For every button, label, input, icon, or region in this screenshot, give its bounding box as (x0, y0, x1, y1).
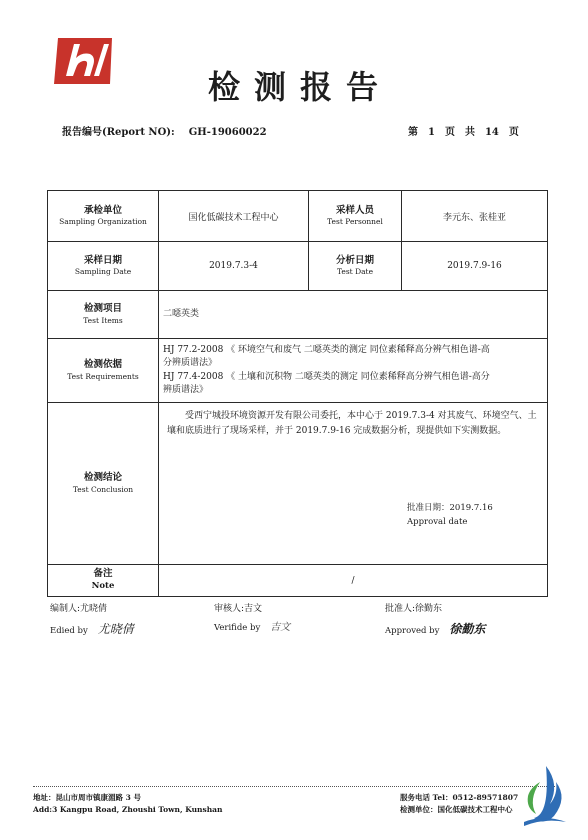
table-row (48, 565, 548, 597)
table-row (48, 291, 548, 339)
report-number-label: 报告编号(Report NO): (62, 127, 175, 138)
conclusion-text: 受西宁城投环境资源开发有限公司委托，本中心于 2019.7.3-4 对其废气、环境空气、土壤和底质进行了现场采样，并于 2019.7.9-16 完成数据分析，现提供如下实测数据。 (167, 411, 537, 437)
requirement-line: HJ 77.4-2008 《 土壤和沉积物 二噁英类的测定 同位素稀释高分辨气相色谱-高分 (163, 371, 490, 382)
table-row (48, 339, 548, 403)
verifier-handwriting: 吉文 (270, 622, 291, 634)
address-en: Add:3 Kangpu Road, Zhoushi Town, Kunshan (33, 805, 223, 814)
approver-name: 批准人:徐勤东 (385, 604, 443, 614)
test-date-label: 分析日期 Test Date (309, 242, 402, 291)
test-items-label: 检测项目 Test Items (48, 291, 159, 339)
footer-divider (33, 786, 555, 787)
editor-name: 编制人:尤晓倩 (50, 604, 108, 614)
approval-date (407, 501, 493, 530)
test-items-value: 二噁英类 (159, 291, 548, 339)
page-total: 14 (484, 127, 499, 138)
editor-handwriting: 尤晓倩 (97, 622, 134, 637)
footer-contact (400, 792, 518, 816)
report-title: 检测报告 (207, 68, 392, 106)
verifier-signature (214, 601, 290, 637)
testing-org: 检测单位：国化低碳技术工程中心 (400, 805, 513, 814)
page-mid: 页 (444, 127, 455, 138)
page-prefix: 第 (408, 127, 418, 138)
editor-signature (50, 601, 134, 641)
page-total-prefix: 共 (464, 127, 475, 138)
test-requirements-value (159, 339, 548, 403)
page-current: 1 (428, 127, 435, 138)
personnel-value: 李元东、张桂亚 (402, 191, 548, 242)
report-number (62, 123, 267, 138)
page-suffix: 页 (508, 127, 519, 138)
approval-date-line: 批准日期：2019.7.16 (407, 503, 493, 513)
approver-handwriting: 徐勤东 (449, 622, 486, 637)
approval-date-en: Approval date (407, 517, 468, 528)
requirement-line: 辨质谱法》 (163, 385, 209, 395)
service-phone: 服务电话 Tel：0512-89571807 (400, 793, 519, 802)
table-row (48, 191, 548, 242)
flame-emblem-icon (520, 764, 570, 830)
table-row (48, 403, 548, 565)
org-value: 国化低碳技术工程中心 (159, 191, 309, 242)
conclusion-label: 检测结论 Test Conclusion (48, 403, 159, 565)
test-date-value: 2019.7.9-16 (402, 242, 548, 291)
requirement-line: HJ 77.2-2008 《 环境空气和废气 二噁英类的测定 同位素稀释高分辨气相色谱-高 (163, 344, 490, 355)
editor-en-line: Edied by 尤晓倩 (50, 622, 134, 637)
note-value: / (159, 565, 548, 597)
requirement-line: 分辨质谱法》 (163, 358, 218, 368)
report-info-table (47, 190, 548, 597)
page-indicator (408, 123, 529, 138)
personnel-label: 采样人员 Test Personnel (309, 191, 402, 242)
approver-en-line: Approved by 徐勤东 (385, 622, 486, 637)
sampling-date-label: 采样日期 Sampling Date (48, 242, 159, 291)
address-zh: 地址：昆山市周市镇康湄路 3 号 (33, 793, 141, 802)
conclusion-value (159, 403, 548, 565)
org-label: 承检单位 Sampling Organization (48, 191, 159, 242)
sampling-date-value: 2019.7.3-4 (159, 242, 309, 291)
table-row (48, 242, 548, 291)
verifier-name: 审核人:吉文 (214, 604, 263, 614)
verifier-en-line: Verifide by 吉文 (214, 622, 291, 634)
test-requirements-label: 检测依据 Test Requirements (48, 339, 159, 403)
note-label: 备注 Note (48, 565, 159, 597)
report-number-value: GH-19060022 (188, 127, 267, 138)
footer-address (33, 792, 222, 816)
company-logo (52, 32, 116, 90)
approver-signature (385, 601, 485, 641)
